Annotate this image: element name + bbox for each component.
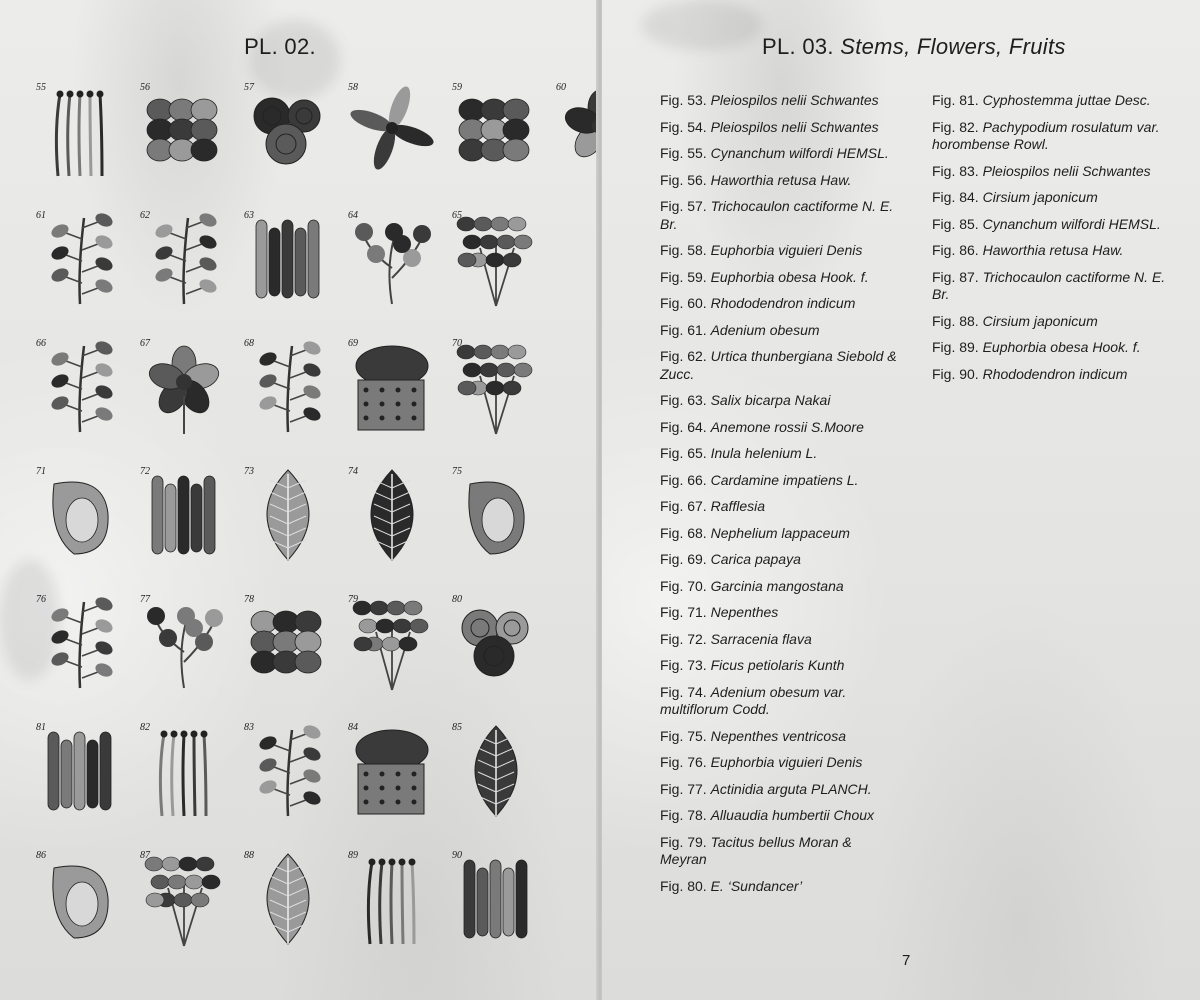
species-name: Anemone rossii S.Moore <box>710 418 864 435</box>
figure-number: 64 <box>348 210 358 221</box>
species-name: Inula helenium L. <box>710 445 818 461</box>
plate-title-left: PL. 02. <box>244 34 316 59</box>
figure-number: 67 <box>140 338 150 349</box>
plant-illustration <box>346 464 438 564</box>
caption-entry <box>660 392 900 410</box>
figure-label: Fig. 71. <box>660 604 711 620</box>
plant-illustration <box>346 336 438 436</box>
botanical-figure <box>346 208 438 308</box>
figure-number: 89 <box>348 850 358 861</box>
plant-illustration <box>450 464 542 564</box>
botanical-figure <box>34 336 126 436</box>
figure-label: Fig. 77. <box>660 780 711 797</box>
botanical-figure <box>242 720 334 820</box>
caption-entry <box>660 269 900 287</box>
species-name: Rafflesia <box>710 498 766 514</box>
botanical-figure <box>138 592 230 692</box>
species-name: Nepenthes <box>710 604 779 620</box>
botanical-figure <box>450 208 542 308</box>
caption-entry <box>932 189 1172 207</box>
caption-entry <box>660 684 900 719</box>
caption-entry <box>932 339 1172 357</box>
botanical-figure <box>242 592 334 692</box>
plant-illustration <box>138 80 230 180</box>
botanical-figure <box>34 720 126 820</box>
plant-illustration <box>242 720 334 820</box>
botanical-figure <box>242 848 334 948</box>
figure-number: 86 <box>36 850 46 861</box>
plant-illustration <box>450 848 542 948</box>
plant-illustration <box>450 208 542 308</box>
figure-number: 65 <box>452 210 462 221</box>
caption-entry <box>932 269 1172 304</box>
figure-label: Fig. 78. <box>660 807 711 823</box>
figure-label: Fig. 56. <box>660 171 711 188</box>
figure-label: Fig. 90. <box>932 365 983 382</box>
species-name: Pachypodium rosulatum var. horombense Rowl. <box>932 118 1160 152</box>
plant-illustration <box>242 464 334 564</box>
species-name: Cardamine impatiens L. <box>710 471 859 488</box>
figure-number: 59 <box>452 82 462 93</box>
figure-number: 57 <box>244 82 254 93</box>
botanical-figure <box>138 208 230 308</box>
plant-illustration <box>138 720 230 820</box>
botanical-figure <box>450 464 542 564</box>
plant-illustration <box>554 80 598 180</box>
figure-number: 72 <box>140 466 150 477</box>
figure-number: 79 <box>348 594 358 605</box>
caption-entry <box>660 604 900 622</box>
caption-entry <box>660 322 900 340</box>
figure-label: Fig. 79. <box>660 833 711 850</box>
figure-label: Fig. 54. <box>660 118 711 135</box>
figure-number: 77 <box>140 594 150 605</box>
species-name: Euphorbia obesa Hook. f. <box>982 339 1141 355</box>
botanical-figure <box>346 336 438 436</box>
species-name: Carica papaya <box>710 551 801 567</box>
figure-number: 73 <box>244 466 254 477</box>
plant-illustration <box>346 720 438 820</box>
plant-illustration <box>138 336 230 436</box>
plant-illustration <box>242 208 334 308</box>
figure-number: 84 <box>348 722 358 733</box>
caption-entry <box>660 242 900 260</box>
caption-entry <box>660 578 900 596</box>
figure-label: Fig. 75. <box>660 727 711 744</box>
species-name: Pleiospilos nelii Schwantes <box>710 92 879 108</box>
figure-number: 87 <box>140 850 150 861</box>
species-name: Cirsium japonicum <box>982 189 1098 205</box>
figure-number: 69 <box>348 338 358 349</box>
plant-illustration <box>138 848 230 948</box>
water-stain <box>642 0 762 50</box>
species-name: Trichocaulon cactiforme N. E. Br. <box>932 268 1166 302</box>
caption-entry <box>660 807 900 825</box>
botanical-figure <box>34 80 126 180</box>
caption-entry <box>932 92 1172 110</box>
plant-illustration <box>450 80 542 180</box>
figure-number: 55 <box>36 82 46 93</box>
figure-label: Fig. 85. <box>932 215 983 232</box>
species-name: Ficus petiolaris Kunth <box>710 657 845 673</box>
botanical-figure <box>138 464 230 564</box>
species-name: Adenium obesum <box>710 321 820 338</box>
botanical-figure <box>554 80 598 180</box>
plate-title-right <box>762 34 1066 60</box>
figure-number: 74 <box>348 466 358 477</box>
figure-number: 62 <box>140 210 150 221</box>
plate-subtitle: Stems, Flowers, Fruits <box>840 34 1066 59</box>
botanical-figure <box>34 464 126 564</box>
caption-column-1 <box>660 92 900 904</box>
figure-number: 81 <box>36 722 46 733</box>
caption-entry <box>660 551 900 569</box>
figure-label: Fig. 83. <box>932 162 983 179</box>
figure-label: Fig. 65. <box>660 445 711 461</box>
figure-number: 78 <box>244 594 254 605</box>
species-name: Euphorbia viguieri Denis <box>710 242 863 258</box>
figure-number: 82 <box>140 722 150 733</box>
figure-number: 66 <box>36 338 46 349</box>
figure-number: 68 <box>244 338 254 349</box>
caption-entry <box>660 631 900 649</box>
figure-label: Fig. 62. <box>660 348 711 364</box>
plant-illustration <box>138 592 230 692</box>
figure-number: 58 <box>348 82 358 93</box>
caption-column-2 <box>932 92 1172 392</box>
figure-label: Fig. 69. <box>660 551 711 567</box>
plant-illustration <box>346 80 438 180</box>
plant-illustration <box>450 336 542 436</box>
caption-entry <box>660 419 900 437</box>
figure-label: Fig. 86. <box>932 242 983 258</box>
figure-number: 80 <box>452 594 462 605</box>
caption-entry <box>660 145 900 163</box>
figure-label: Fig. 89. <box>932 339 983 355</box>
species-name: Actinidia arguta PLANCH. <box>710 780 872 797</box>
species-name: Rhododendron indicum <box>710 295 856 311</box>
figure-label: Fig. 66. <box>660 471 711 488</box>
figure-label: Fig. 67. <box>660 498 711 514</box>
caption-entry <box>660 498 900 516</box>
botanical-figure <box>450 592 542 692</box>
figure-label: Fig. 73. <box>660 657 711 673</box>
figure-label: Fig. 76. <box>660 754 711 770</box>
botanical-figure <box>34 208 126 308</box>
figure-number: 60 <box>556 82 566 93</box>
botanical-figure <box>34 848 126 948</box>
caption-entry <box>660 472 900 490</box>
species-name: Haworthia retusa Haw. <box>710 171 852 188</box>
botanical-figure <box>346 592 438 692</box>
plant-illustration <box>450 592 542 692</box>
botanical-figure <box>138 80 230 180</box>
caption-entry <box>660 781 900 799</box>
caption-entry <box>660 878 900 896</box>
species-name: Haworthia retusa Haw. <box>982 242 1124 258</box>
figure-number: 76 <box>36 594 46 605</box>
species-name: Garcinia mangostana <box>710 577 844 594</box>
botanical-figure <box>138 336 230 436</box>
species-name: Trichocaulon cactiforme N. E. Br. <box>660 198 894 232</box>
plant-illustration <box>346 848 438 948</box>
species-name: Urtica thunbergiana Siebold & Zucc. <box>660 348 897 382</box>
caption-entry <box>660 295 900 313</box>
botanical-figure <box>450 720 542 820</box>
figure-label: Fig. 82. <box>932 118 983 135</box>
species-name: Nepenthes ventricosa <box>710 727 847 744</box>
species-name: Tacitus bellus Moran & Meyran <box>660 833 852 867</box>
plant-illustration <box>242 848 334 948</box>
figure-label: Fig. 57. <box>660 198 711 214</box>
botanical-figure <box>450 848 542 948</box>
botanical-figure <box>346 848 438 948</box>
figure-label: Fig. 55. <box>660 145 711 161</box>
figure-label: Fig. 64. <box>660 418 711 435</box>
caption-entry <box>932 163 1172 181</box>
figure-number: 61 <box>36 210 46 221</box>
figure-label: Fig. 61. <box>660 321 711 338</box>
figure-number: 85 <box>452 722 462 733</box>
caption-entry <box>932 119 1172 154</box>
caption-entry <box>932 216 1172 234</box>
botanical-figure <box>242 464 334 564</box>
figure-label: Fig. 58. <box>660 242 711 258</box>
caption-entry <box>660 728 900 746</box>
figure-number: 63 <box>244 210 254 221</box>
figure-label: Fig. 63. <box>660 392 711 408</box>
botanical-figure <box>34 592 126 692</box>
botanical-figure <box>346 720 438 820</box>
species-name: Alluaudia humbertii Choux <box>710 807 875 823</box>
species-name: Euphorbia obesa Hook. f. <box>710 268 869 285</box>
page-number: 7 <box>902 952 911 969</box>
figure-number: 83 <box>244 722 254 733</box>
figure-label: Fig. 60. <box>660 295 711 311</box>
species-name: Salix bicarpa Nakai <box>710 392 831 408</box>
caption-entry <box>660 92 900 110</box>
plant-illustration <box>34 80 126 180</box>
figure-number: 75 <box>452 466 462 477</box>
plant-illustration <box>346 208 438 308</box>
figure-label: Fig. 88. <box>932 312 983 329</box>
plant-illustration <box>34 336 126 436</box>
plant-illustration <box>242 592 334 692</box>
figure-number: 71 <box>36 466 46 477</box>
figure-label: Fig. 59. <box>660 268 711 285</box>
botanical-figure <box>450 336 542 436</box>
species-name: Adenium obesum var. multiflorum Codd. <box>660 683 847 717</box>
plant-illustration <box>138 464 230 564</box>
caption-entry <box>660 445 900 463</box>
caption-entry <box>932 242 1172 260</box>
plant-illustration <box>34 720 126 820</box>
species-name: Sarracenia flava <box>710 630 812 647</box>
figure-number: 90 <box>452 850 462 861</box>
plant-illustration <box>34 464 126 564</box>
caption-entry <box>660 754 900 772</box>
botanical-figure <box>346 464 438 564</box>
plant-illustration <box>450 720 542 820</box>
figure-label: Fig. 68. <box>660 524 711 541</box>
botanical-figure <box>242 80 334 180</box>
plant-illustration <box>34 592 126 692</box>
botanical-figure <box>138 720 230 820</box>
plant-illustration <box>34 208 126 308</box>
illustration-grid <box>34 80 566 980</box>
botanical-figure <box>346 80 438 180</box>
caption-entry <box>660 119 900 137</box>
botanical-figure <box>138 848 230 948</box>
caption-entry <box>660 198 900 233</box>
species-name: Cyphostemma juttae Desc. <box>982 92 1151 108</box>
species-name: Rhododendron indicum <box>982 365 1128 382</box>
species-name: E. ‘Sundancer’ <box>710 877 803 894</box>
figure-label: Fig. 72. <box>660 630 711 647</box>
figure-label: Fig. 81. <box>932 92 983 108</box>
caption-entry <box>660 525 900 543</box>
right-page <box>602 0 1200 1000</box>
caption-entry <box>660 172 900 190</box>
figure-label: Fig. 80. <box>660 877 711 894</box>
figure-label: Fig. 53. <box>660 92 711 108</box>
plant-illustration <box>34 848 126 948</box>
plant-illustration <box>138 208 230 308</box>
figure-label: Fig. 87. <box>932 268 983 285</box>
species-name: Nephelium lappaceum <box>710 524 850 541</box>
species-name: Euphorbia viguieri Denis <box>710 754 863 770</box>
caption-entry <box>932 313 1172 331</box>
botanical-figure <box>242 336 334 436</box>
species-name: Pleiospilos nelii Schwantes <box>982 162 1151 179</box>
left-page <box>0 0 598 1000</box>
plant-illustration <box>346 592 438 692</box>
figure-number: 70 <box>452 338 462 349</box>
plant-illustration <box>242 80 334 180</box>
figure-label: Fig. 70. <box>660 577 711 594</box>
plate-number: PL. 03. <box>762 34 834 59</box>
species-name: Cynanchum wilfordi HEMSL. <box>982 215 1161 232</box>
botanical-figure <box>242 208 334 308</box>
species-name: Cynanchum wilfordi HEMSL. <box>710 145 889 161</box>
botanical-figure <box>450 80 542 180</box>
species-name: Pleiospilos nelii Schwantes <box>710 118 879 135</box>
figure-number: 56 <box>140 82 150 93</box>
caption-entry <box>932 366 1172 384</box>
figure-label: Fig. 84. <box>932 189 983 205</box>
plant-illustration <box>242 336 334 436</box>
caption-entry <box>660 657 900 675</box>
caption-entry <box>660 348 900 383</box>
figure-number: 88 <box>244 850 254 861</box>
species-name: Cirsium japonicum <box>982 312 1098 329</box>
caption-entry <box>660 834 900 869</box>
figure-label: Fig. 74. <box>660 683 711 700</box>
